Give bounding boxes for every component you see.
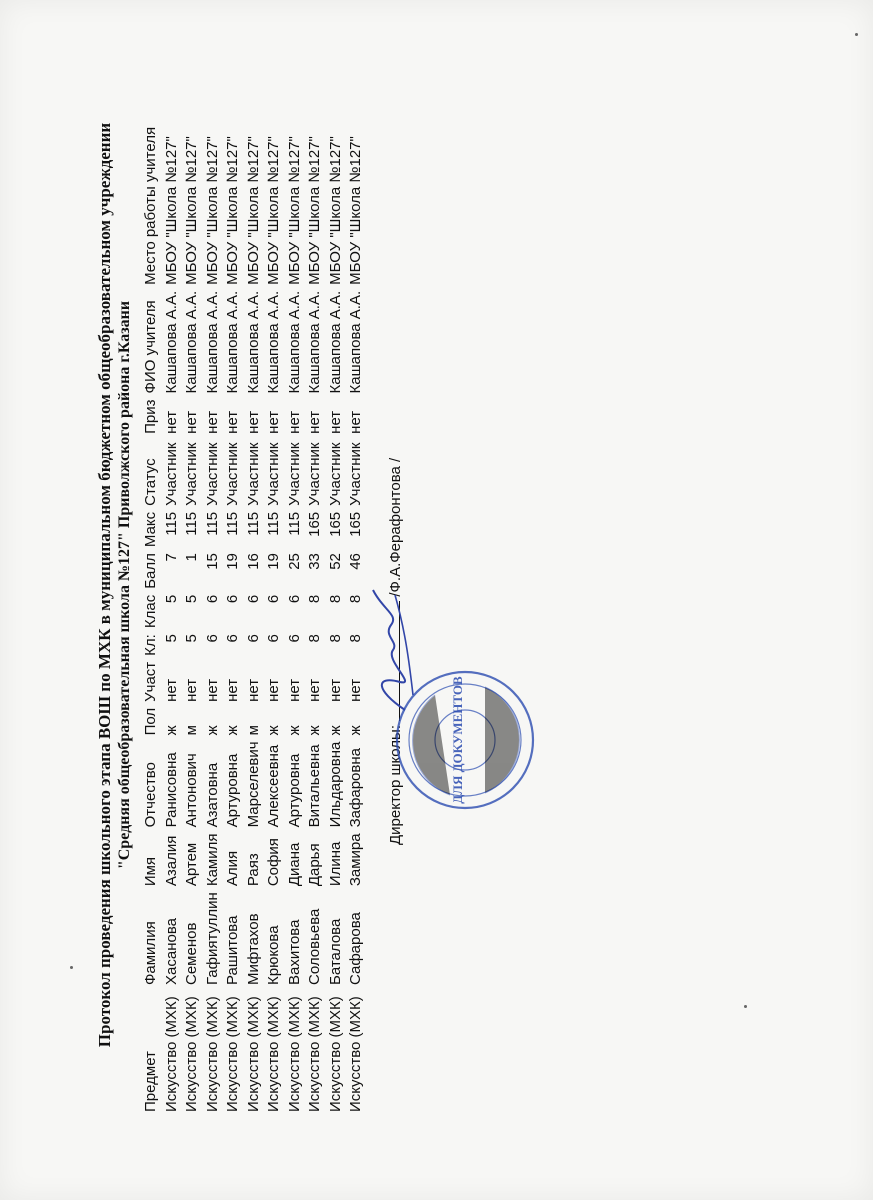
table-cell: 8 [347, 634, 365, 643]
table-cell: 16 [244, 553, 262, 570]
table-cell: 6 [203, 634, 221, 643]
table-cell: Баталова [326, 918, 344, 985]
table-cell: Алексеевна [265, 744, 283, 828]
table-cell: Илина [326, 841, 344, 887]
table-row [162, 124, 183, 1115]
table-cell: Участник [244, 442, 262, 506]
rotated-protocol-sheet [95, 55, 465, 1115]
table-cell: Участник [285, 442, 303, 506]
table-row [285, 124, 306, 1115]
table-row [326, 124, 347, 1115]
table-cell: Искусство (МХК) [224, 996, 242, 1112]
table-cell: Кашапова А.А. [265, 290, 283, 394]
table-cell: 6 [244, 594, 262, 604]
table-cell: нет [326, 410, 344, 434]
table-cell: Хасанова [162, 918, 180, 985]
table-cell: 165 [326, 511, 344, 537]
column-header: Балл [142, 553, 160, 589]
table-cell: Крюкова [265, 925, 283, 985]
table-cell: 115 [265, 511, 283, 536]
table-cell: ж [162, 725, 180, 736]
table-cell: нет [244, 678, 262, 702]
table-row [223, 124, 244, 1115]
table-cell: 19 [224, 553, 242, 570]
table-cell: Витальевна [306, 744, 324, 828]
table-cell: Участник [306, 442, 324, 506]
table-cell: Кашапова А.А. [326, 290, 344, 394]
table-cell: Соловьева [306, 908, 324, 985]
table-cell: нет [265, 678, 283, 702]
table-cell: нет [224, 678, 242, 702]
table-cell: 25 [285, 553, 303, 570]
table-cell: Артем [183, 842, 201, 887]
table-cell: нет [203, 410, 221, 434]
table-cell: нет [224, 410, 242, 434]
table-cell: София [265, 838, 283, 887]
table-cell: м [244, 725, 262, 736]
table-cell: Мифтахов [244, 913, 262, 985]
table-cell: Раяз [244, 853, 262, 887]
title-line-2: "Средняя общеобразовательная школа №127" Приволжского района г.Казани [116, 300, 133, 870]
table-cell: 6 [244, 634, 262, 643]
table-cell: Ильдаровна [326, 741, 344, 828]
table-cell: Искусство (МХК) [347, 996, 365, 1112]
table-cell: МБОУ "Школа №127" [285, 136, 303, 285]
table-cell: Кашапова А.А. [244, 290, 262, 394]
table-cell: 165 [347, 511, 365, 537]
table-row [244, 124, 265, 1115]
table-cell: 8 [347, 594, 365, 604]
table-row [346, 124, 367, 1115]
table-cell: Артуровна [224, 753, 242, 828]
table-cell: ж [326, 725, 344, 736]
table-cell: МБОУ "Школа №127" [224, 136, 242, 285]
column-header: ФИО учителя [142, 300, 160, 394]
table-cell: Искусство (МХК) [183, 996, 201, 1112]
table-cell: 6 [285, 594, 303, 604]
table-cell: Участник [326, 442, 344, 506]
table-row [305, 124, 326, 1115]
table-cell: Кашапова А.А. [224, 290, 242, 394]
table-header-row [141, 124, 162, 1115]
table-cell: 115 [285, 511, 303, 536]
table-cell: Замира [347, 833, 365, 887]
table-cell: МБОУ "Школа №127" [326, 136, 344, 285]
table-cell: Искусство (МХК) [244, 996, 262, 1112]
table-cell: нет [326, 678, 344, 702]
column-header: Фамилия [142, 921, 160, 985]
table-cell: ж [347, 725, 365, 736]
table-cell: ж [203, 725, 221, 736]
table-cell: 1 [183, 553, 201, 562]
table-cell: Участник [183, 442, 201, 506]
table-cell: Зафаровна [347, 748, 365, 828]
table-cell: Камиля [203, 833, 221, 887]
table-cell: нет [285, 410, 303, 434]
table-cell: нет [244, 410, 262, 434]
table-cell: 115 [244, 511, 262, 536]
table-cell: Участник [347, 442, 365, 506]
table-cell: 33 [306, 553, 324, 570]
official-stamp [390, 665, 540, 815]
table-cell: Рашитова [224, 915, 242, 985]
table-cell: Искусство (МХК) [203, 996, 221, 1112]
title-line-1: Протокол проведения школьного этапа ВОШ по МХК в муниципальном бюджетном общеобразовательном учреждении [95, 122, 114, 1048]
results-table [141, 124, 367, 1115]
table-cell: Диана [285, 842, 303, 887]
paper-speck [855, 33, 858, 36]
paper-speck [744, 1005, 747, 1008]
table-cell: МБОУ "Школа №127" [347, 136, 365, 285]
table-cell: 5 [183, 634, 201, 643]
table-cell: Азалия [162, 835, 180, 887]
table-cell: МБОУ "Школа №127" [162, 136, 180, 285]
table-cell: Кашапова А.А. [306, 290, 324, 394]
table-cell: 19 [265, 553, 283, 570]
table-cell: Участник [224, 442, 242, 506]
table-cell: Ранисовна [162, 752, 180, 828]
table-cell: 5 [162, 594, 180, 604]
table-cell: 52 [326, 553, 344, 570]
table-cell: 8 [326, 594, 344, 604]
table-cell: Искусство (МХК) [162, 996, 180, 1112]
table-cell: 6 [265, 594, 283, 604]
table-cell: ж [306, 725, 324, 736]
table-cell: 15 [203, 553, 221, 570]
table-cell: 8 [306, 634, 324, 643]
table-cell: Участник [203, 442, 221, 506]
column-header: Место работы учителя [142, 126, 160, 285]
table-cell: 7 [162, 553, 180, 562]
table-cell: Искусство (МХК) [326, 996, 344, 1112]
column-header: Кл: [142, 634, 160, 656]
table-cell: Кашапова А.А. [347, 290, 365, 394]
table-row [203, 124, 224, 1115]
table-cell: нет [306, 678, 324, 702]
column-header: Клас [142, 594, 160, 629]
table-cell: нет [183, 678, 201, 702]
column-header: Предмет [142, 1051, 160, 1112]
column-header: Участ [142, 661, 160, 702]
table-cell: м [183, 725, 201, 736]
column-header: Макс [142, 511, 160, 548]
table-cell: Вахитова [285, 919, 303, 985]
table-row [182, 124, 203, 1115]
table-cell: МБОУ "Школа №127" [244, 136, 262, 285]
table-cell: Сафарова [347, 912, 365, 985]
table-cell: 115 [183, 511, 201, 536]
table-cell: нет [347, 410, 365, 434]
table-cell: 6 [265, 634, 283, 643]
table-cell: 115 [224, 511, 242, 536]
director-name: /Ф.А.Ферафонтова / [387, 457, 404, 597]
table-cell: 6 [224, 594, 242, 604]
table-cell: 5 [183, 594, 201, 604]
table-cell: МБОУ "Школа №127" [265, 136, 283, 285]
paper-speck [70, 966, 73, 969]
director-label: Директор школы: [387, 725, 404, 845]
table-cell: 8 [306, 594, 324, 604]
table-cell: 115 [162, 511, 180, 536]
stamp-center-text: ДЛЯ ДОКУМЕНТОВ [450, 676, 465, 804]
table-cell: нет [306, 410, 324, 434]
table-cell: 46 [347, 553, 365, 570]
table-cell: МБОУ "Школа №127" [183, 136, 201, 285]
table-cell: Артуровна [285, 753, 303, 828]
table-cell: МБОУ "Школа №127" [306, 136, 324, 285]
table-cell: Участник [265, 442, 283, 506]
table-cell: Искусство (МХК) [306, 996, 324, 1112]
table-cell: нет [162, 410, 180, 434]
table-cell: 165 [306, 511, 324, 537]
table-cell: 6 [203, 594, 221, 604]
table-cell: Семенов [183, 922, 201, 985]
table-cell: Антонович [183, 753, 201, 828]
table-cell: нет [265, 410, 283, 434]
table-cell: Кашапова А.А. [162, 290, 180, 394]
table-cell: Кашапова А.А. [183, 290, 201, 394]
table-cell: Марселевич [244, 741, 262, 828]
table-cell: Дарья [306, 843, 324, 887]
column-header: Приз [142, 399, 160, 434]
table-cell: нет [162, 678, 180, 702]
table-cell: нет [285, 678, 303, 702]
table-cell: Кашапова А.А. [203, 290, 221, 394]
table-row [264, 124, 285, 1115]
table-cell: МБОУ "Школа №127" [203, 136, 221, 285]
table-cell: Кашапова А.А. [285, 290, 303, 394]
table-cell: 5 [162, 634, 180, 643]
table-cell: ж [285, 725, 303, 736]
table-cell: Азатовна [203, 762, 221, 828]
column-header: Пол [142, 707, 160, 736]
table-cell: Искусство (МХК) [265, 996, 283, 1112]
document-title [95, 55, 135, 1115]
table-cell: нет [203, 678, 221, 702]
table-cell: 6 [285, 634, 303, 643]
column-header: Статус [142, 458, 160, 506]
table-cell: нет [183, 410, 201, 434]
table-cell: ж [265, 725, 283, 736]
table-cell: Алия [224, 850, 242, 887]
column-header: Имя [142, 856, 160, 887]
table-cell: нет [347, 678, 365, 702]
table-cell: 8 [326, 634, 344, 643]
table-cell: Искусство (МХК) [285, 996, 303, 1112]
table-cell: Участник [162, 442, 180, 506]
column-header: Отчество [142, 762, 160, 828]
table-cell: ж [224, 725, 242, 736]
table-cell: 6 [224, 634, 242, 643]
table-cell: 115 [203, 511, 221, 536]
table-cell: Гафиятуллин [203, 892, 221, 985]
